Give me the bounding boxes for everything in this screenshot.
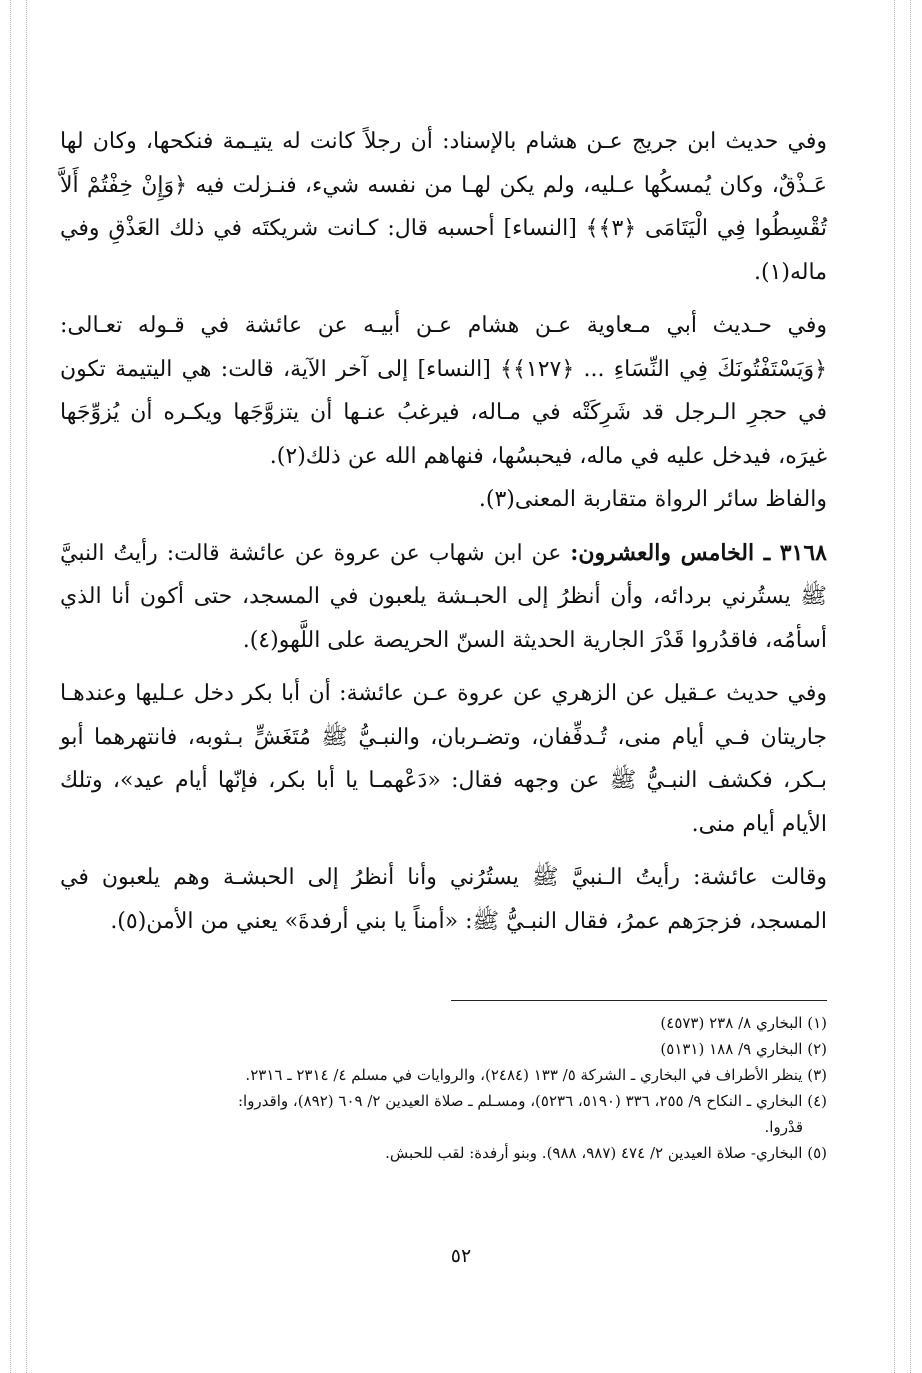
paragraph-abu-muawiya: وفي حـديث أبي مـعاوية عـن هشام عـن أبيـه عن عائشة في قـوله تعـالى: ﴿وَيَسْتَفْتُونَكَ فِي النِّسَاءِ ... ﴿١٢٧﴾﴾ [النساء] إلى آخر الآية، قالت: هي اليتيمة تكون في حجرِ الـرجل قد شَرِكَتْه في مـاله، فيرغبُ عنـها أن يتزوَّجَها ويكـره أن يُزوِّجَها غيرَه، فيدخل عليه في ماله، فيحبسُها، فنهاهم الله عن ذلك(٢).	[60, 313, 827, 469]
footnote-3: (٣) ينظر الأطراف في البخاري ـ الشركة ٥/ ١٣٣ (٢٤٨٤)، والروايات في مسلم ٤/ ٢٣١٤ ـ ٢٣١٦.	[245, 1066, 827, 1084]
paragraph-hadith-3168	[60, 532, 827, 663]
footnote-4-continuation: قدْروا.	[764, 1118, 803, 1136]
paragraph-uqayl: وفي حديث عـقيل عن الزهري عن عروة عـن عائشة: أن أبا بكر دخل عـليها وعندهـا جاريتان فـي أيام منى، تُـدفِّفان، وتضـربان، والنبـيُّ ﷺ مُتَغَشٍّ بـثوبه، فانتهرهما أبو بـكر، فكشف النبـيُّ ﷺ عن وجهه فقال: «دَعْهمـا يا أبا بكر، فإنّها أيام عيد»، وتلك الأيام أيام منى.	[60, 681, 828, 837]
margin-guide-right	[910, 0, 911, 1373]
paragraph-ibn-jurayj: وفي حديث ابن جريج عـن هشام بالإسناد: أن رجلاً كانت له يتيـمة فنكحها، وكان لها عَـذْقٌ، وكان يُمسكُها عـليه، ولم يكن لهـا من نفسه شيء، فنـزلت فيه ﴿وَإِنْ خِفْتُمْ أَلاَّ تُقْسِطُوا فِي الْيَتَامَى ﴿٣﴾﴾ [النساء] أحسبه قال: كـانت شريكتَه في ذلك العَذْقِ وفي ماله(١).	[60, 129, 827, 285]
page-number: ٥٢	[450, 1245, 472, 1267]
margin-guide-right-inner	[894, 0, 895, 1373]
paragraph-aisha-said: وقالت عائشة: رأيتُ الـنبيَّ ﷺ يستُرُني وأنا أنظرُ إلى الحبشـة وهم يلعبون في المسجد، فزجرَهم عمرُ، فقال النبـيُّ ﷺ: «أمناً يا بني أرفدةَ» يعني من الأمن(٥).	[60, 865, 827, 934]
page-body	[60, 120, 827, 943]
footnotes	[68, 1010, 827, 1166]
hadith-body: عن ابن شهاب عن عروة عن عائشة قالت: رأيتُ النبيَّ ﷺ يستُرني بردائه، وأن أنظرُ إلى الحبـشة يلعبون في المسجد، حتى أكون أنا الذي أسأمُه، فاقدُروا قَدْرَ الجارية الحديثة السنّ الحريصة على اللَّهو(٤).	[60, 540, 827, 653]
margin-guide-left-inner	[26, 0, 27, 1373]
footnote-5: (٥) البخاري- صلاة العيدين ٢/ ٤٧٤ (٩٨٧، ٩٨٨). وبنو أرفدة: لقب للحبش.	[385, 1144, 827, 1162]
footnote-1: (١) البخاري ٨/ ٢٣٨ (٤٥٧٣)	[660, 1014, 827, 1032]
footnote-divider	[451, 1000, 827, 1001]
footnote-4: (٤) البخاري ـ النكاح ٩/ ٢٥٥، ٣٣٦ (٥١٩٠، ٥٢٣٦)، ومسـلم ـ صلاة العيدين ٢/ ٦٠٩ (٨٩٢)، واقدروا:	[237, 1092, 827, 1110]
paragraph-narrators-note: والفاظ سائر الرواة متقاربة المعنى(٣).	[478, 487, 827, 512]
margin-guide-left	[10, 0, 11, 1373]
footnote-2: (٢) البخاري ٩/ ١٨٨ (٥١٣١)	[660, 1040, 827, 1058]
hadith-number: ٣١٦٨ ـ الخامس والعشرون:	[570, 539, 827, 566]
